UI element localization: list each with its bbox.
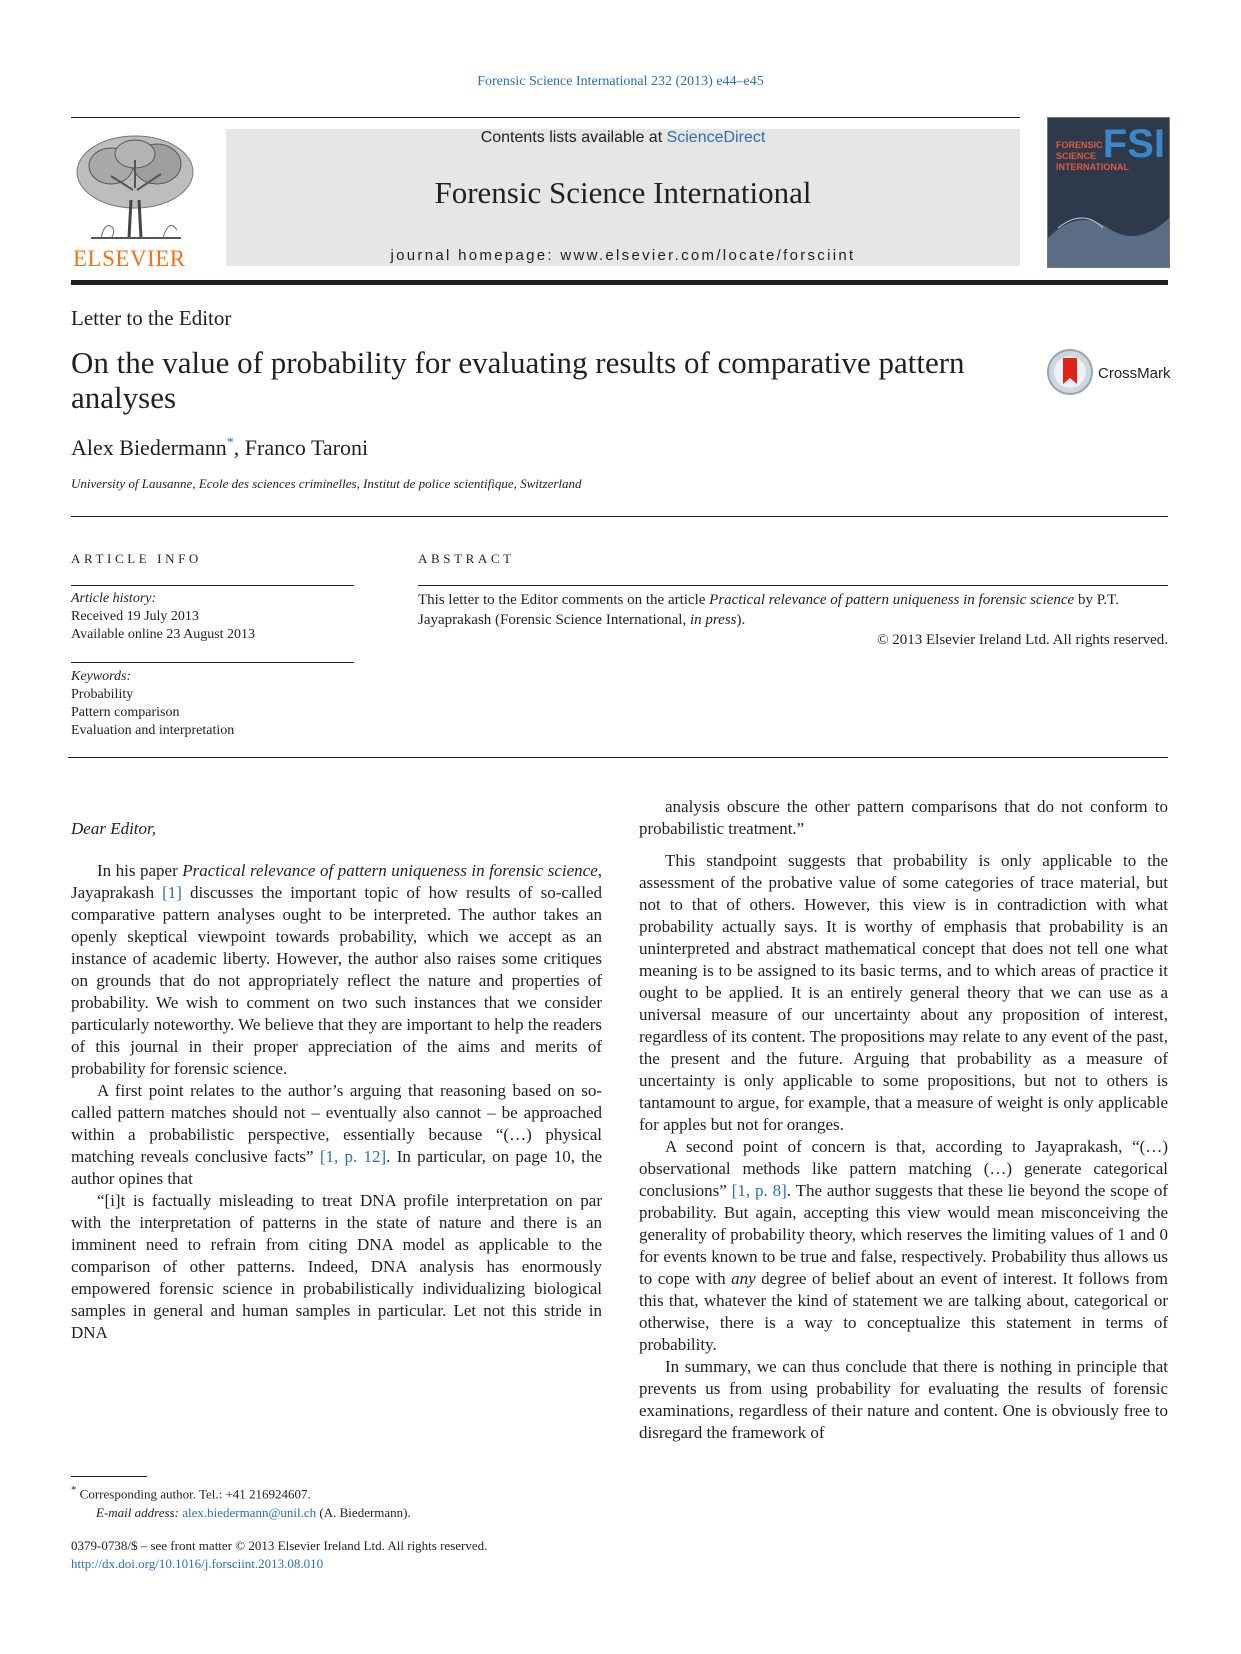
text-span: discusses the important topic of how results of so-called comparative pattern analyses ought to be interpreted. The author takes an openly skeptical viewpoint towards probability, which we accept as an instance of academic liberty. However, the author also raises some critiques on grounds that do not appropriately reflect the nature and properties of probability. We wish to comment on two such instances that we consider particularly noteworthy. We believe that they are important to help the readers of this journal in their proper appreciation of the aims and merits of probability for forensic science. <box>71 883 602 1078</box>
available-date: Available online 23 August 2013 <box>71 627 256 642</box>
abstract-span: in press <box>689 612 737 628</box>
footnote-rule <box>71 1476 147 1477</box>
crossmark-label: CrossMark <box>1098 365 1171 382</box>
abstract-heading: ABSTRACT <box>418 551 515 566</box>
keywords-label: Keywords: <box>71 669 132 684</box>
divider <box>71 662 354 663</box>
body-paragraph: In summary, we can thus conclude that there is nothing in principle that prevents us from using probability for evaluating the results of forensic examinations, regardless of their nature and content. One is obviously free to disregard the framework of <box>639 1357 1168 1442</box>
author-name[interactable]: Franco Taroni <box>244 435 369 460</box>
body-left-column <box>71 818 602 1344</box>
emphasis: any <box>731 1269 756 1288</box>
section-type: Letter to the Editor <box>71 306 232 330</box>
footnote-mark: * <box>71 1484 77 1496</box>
reference-link[interactable]: [1, p. 8] <box>731 1181 787 1200</box>
text-span: . The author suggests that these lie beyond the scope of probability. But again, accepting this view would mean misconceiving the generality of probability theory, which reserves the limiting values of 1 and 0 for events known to be true and false, respectively. Probability thus allows us to cope with <box>639 1181 1168 1288</box>
article-history <box>71 590 255 644</box>
contents-line <box>226 129 1020 147</box>
footnote <box>71 1481 611 1522</box>
article-title: On the value of probability for evaluating results of comparative pattern analyses <box>71 345 965 415</box>
divider <box>68 757 1168 758</box>
journal-homepage[interactable]: journal homepage: www.elsevier.com/locate/forsciint <box>390 247 856 264</box>
corresponding-author-note <box>71 1481 611 1503</box>
abstract-span: ). <box>736 612 746 628</box>
footnote-text: Corresponding author. Tel.: +41 216924607. <box>76 1486 311 1502</box>
cited-article-title: Practical relevance of pattern uniqueness in forensic science <box>709 592 1075 608</box>
journal-reference[interactable]: Forensic Science International 232 (2013) e44–e45 <box>477 74 764 89</box>
corresponding-mark[interactable]: * <box>226 435 234 451</box>
received-date: Received 19 July 2013 <box>71 609 199 624</box>
salutation: Dear Editor, <box>71 819 156 838</box>
sciencedirect-link[interactable]: ScienceDirect <box>666 129 766 146</box>
body-paragraph <box>71 860 602 1080</box>
elsevier-logo[interactable] <box>71 130 199 272</box>
divider <box>71 585 354 586</box>
body-paragraph: This standpoint suggests that probability is only applicable to the assessment of the probative value of some categories of trace material, but not to that of others. However, this view is in contradiction with what probability actually says. It is worthy of emphasis that probability is an uninterpreted and abstract mathematical concept that does not tell one what meaning is to be assigned to its basic terms, and to which areas of practice it ought to be applied. It is an entirely general theory that we can use as a universal measure of our uncertainty about any proposition of interest, regardless of its content. The propositions may relate to any event of the past, the present and the future. Arguing that probability as a measure of uncertainty is only applicable to some propositions, but not to others is tantamount to argue, for example, that a measure of weight is only applicable for apples but not for oranges. <box>639 851 1168 1134</box>
author-name[interactable]: Alex Biedermann <box>71 435 227 460</box>
cover-mark: FSI <box>1102 122 1165 166</box>
block-quote-continued: analysis obscure the other pattern comparisons that do not conform to probabilistic treatment.” <box>639 797 1168 838</box>
block-quote: “[i]t is factually misleading to treat DNA profile interpretation on par with the interpretation of patterns in the state of nature and there is an imminent need to refrain from citing DNA model as applicable to the comparison of other patterns. Indeed, DNA analysis has enormously empowered forensic science in probabilistically individualizing biological samples in general and human samples in particular. Let not this stride in DNA <box>71 1191 602 1342</box>
abstract-copyright: © 2013 Elsevier Ireland Ltd. All rights reserved. <box>877 632 1168 648</box>
crossmark-badge[interactable] <box>1046 348 1171 396</box>
article-info-heading: ARTICLE INFO <box>71 551 202 566</box>
text-span: A first point relates to the author’s arguing that reasoning based on so-called pattern matches should not – eventually also cannot – be approached within a probabilistic perspective, essentially because “(…) physical matching reveals conclusive facts” <box>71 1081 602 1166</box>
doi-link[interactable]: http://dx.doi.org/10.1016/j.forsciint.2013.08.010 <box>71 1556 324 1571</box>
tree-icon <box>71 130 199 242</box>
abstract-text <box>418 590 1168 650</box>
abstract-span: This letter to the Editor comments on the article <box>418 592 710 608</box>
body-paragraph <box>639 1136 1168 1356</box>
journal-title: Forensic Science International <box>434 175 812 210</box>
reference-link[interactable]: [1] <box>162 883 182 902</box>
email-link[interactable]: alex.biedermann@unil.ch <box>182 1505 317 1521</box>
divider <box>71 516 1168 517</box>
text-span: A second point of concern is that, according to Jayaprakash, “(…) observational methods like pattern matching (…) generate categorical conclusions” <box>639 1137 1168 1200</box>
elsevier-wordmark: ELSEVIER <box>73 246 186 271</box>
body-right-column <box>639 796 1168 1444</box>
author-separator: , <box>233 435 245 460</box>
author-list <box>71 435 368 461</box>
affiliation: University of Lausanne, Ecole des sciences criminelles, Institut de police scientifique, Switzerland <box>71 476 582 491</box>
divider <box>418 585 1168 586</box>
cover-art-icon <box>1048 118 1169 267</box>
reference-link[interactable]: [1, p. 12] <box>319 1147 387 1166</box>
text-span: degree of belief about an event of interest. It follows from this that, whatever the kind of statement we are talking about, categorical or otherwise, there is a way to conceptualize this statement in terms of probability. <box>639 1269 1168 1354</box>
keyword-item: Pattern comparison <box>71 705 180 720</box>
cited-title: Practical relevance of pattern uniqueness in forensic science <box>182 861 598 880</box>
contents-prefix: Contents lists available at <box>480 129 667 146</box>
header-thick-rule <box>71 280 1168 285</box>
text-span: In his paper <box>97 861 183 880</box>
journal-banner <box>226 129 1020 266</box>
crossmark-icon <box>1046 348 1094 396</box>
email-suffix: (A. Biedermann). <box>316 1505 411 1521</box>
text-span: , Jayaprakash <box>71 861 602 902</box>
cover-title: FORENSIC SCIENCE INTERNATIONAL <box>1056 140 1129 172</box>
abstract-span: by P.T. Jayaprakash (Forensic Science International, <box>418 592 1119 628</box>
text-span: . In particular, on page 10, the author opines that <box>71 1147 602 1188</box>
history-label: Article history: <box>71 591 157 606</box>
keyword-item: Probability <box>71 687 134 702</box>
keyword-item: Evaluation and interpretation <box>71 723 235 738</box>
top-rule <box>71 117 1020 118</box>
body-paragraph <box>71 1080 602 1190</box>
keywords <box>71 668 234 740</box>
email-label: E-mail address: <box>96 1505 183 1521</box>
issn-line: 0379-0738/$ – see front matter © 2013 Elsevier Ireland Ltd. All rights reserved. <box>71 1538 488 1553</box>
email-line <box>71 1503 611 1522</box>
journal-cover[interactable] <box>1047 117 1170 268</box>
abstract-body <box>418 590 1168 630</box>
front-matter-notes <box>71 1537 671 1573</box>
